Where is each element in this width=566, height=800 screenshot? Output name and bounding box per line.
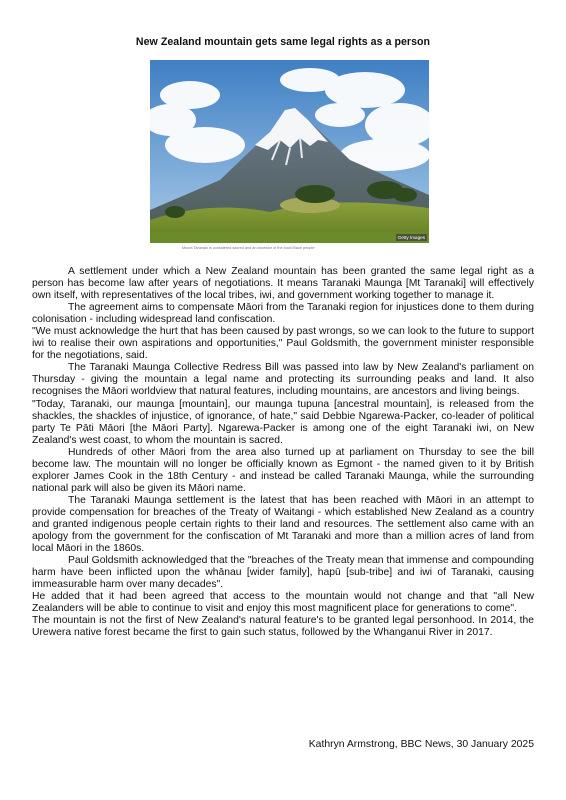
byline: Kathryn Armstrong, BBC News, 30 January 2025 — [308, 739, 534, 750]
paragraph: "We must acknowledge the hurt that has been caused by past wrongs, so we can look to the future to support iwi to realise their own aspirations and opportunities," Paul Goldsmith, the government minister responsible for the negotiations, said. — [32, 326, 534, 362]
paragraph: A settlement under which a New Zealand mountain has been granted the same legal right as a person has become law after years of negotiations. It means Taranaki Maunga [Mt Taranaki] will effectively own itself, with representatives of the local tribes, iwi, and government working together to manage it. — [32, 266, 534, 302]
paragraph: Hundreds of other Māori from the area also turned up at parliament on Thursday to see the bill become law. The mountain will no longer be officially known as Egmont - the named given to it by British explorer James Cook in the 18th Century - and instead be called Taranaki Maunga, while the surrounding national park will also be given its Māori name. — [32, 446, 534, 494]
paragraph: The mountain is not the first of New Zealand's natural feature's to be granted legal personhood. In 2014, the Urewera native forest became the first to gain such status, followed by the Whanganui River in 2017. — [32, 615, 534, 639]
paragraph: He added that it had been agreed that access to the mountain would not change and that "all New Zealanders will be able to continue to visit and enjoy this most magnificent place for generations to come". — [32, 591, 534, 615]
paragraph: The Taranaki Maunga settlement is the latest that has been reached with Māori in an attempt to provide compensation for breaches of the Treaty of Waitangi - which established New Zealand as a country and granted indigenous people certain rights to their land and resources. The settlement also came with an apology from the government for the confiscation of Mt Taranaki and more than a million acres of land from local Māori in the 1860s. — [32, 494, 534, 555]
paragraph: "Today, Taranaki, our maunga [mountain], our maunga tupuna [ancestral mountain], is released from the shackles, the shackles of injustice, of ignorance, of hate," said Debbie Ngarewa-Packer, co-leader of political party Te Pāti Māori [the Māori Party]. Ngarewa-Packer is among one of the eight Taranaki iwi, on New Zealand's west coast, to whom the mountain is sacred. — [32, 398, 534, 446]
mount-taranaki-illustration — [150, 60, 429, 243]
image-credit: Getty Images — [397, 235, 425, 240]
image-caption: Mount Taranaki is considered sacred and an ancestor of the local Maori people — [182, 246, 315, 250]
paragraph: Paul Goldsmith acknowledged that the "breaches of the Treaty mean that immense and compounding harm have been inflicted upon the whānau [wider family], hapū [sub-tribe] and iwi of Taranaki, causing immeasurable harm over many decades". — [32, 555, 534, 591]
article-body — [32, 266, 534, 639]
paragraph: The Taranaki Maunga Collective Redress Bill was passed into law by New Zealand's parliament on Thursday - giving the mountain a legal name and protecting its surrounding peaks and land. It also recognises the Māori worldview that natural features, including mountains, are ancestors and living beings. — [32, 362, 534, 398]
mountain-photo — [150, 60, 429, 243]
article-title: New Zealand mountain gets same legal rights as a person — [135, 36, 431, 48]
paragraph: The agreement aims to compensate Māori from the Taranaki region for injustices done to them during colonisation - including widespread land confiscation. — [32, 302, 534, 326]
